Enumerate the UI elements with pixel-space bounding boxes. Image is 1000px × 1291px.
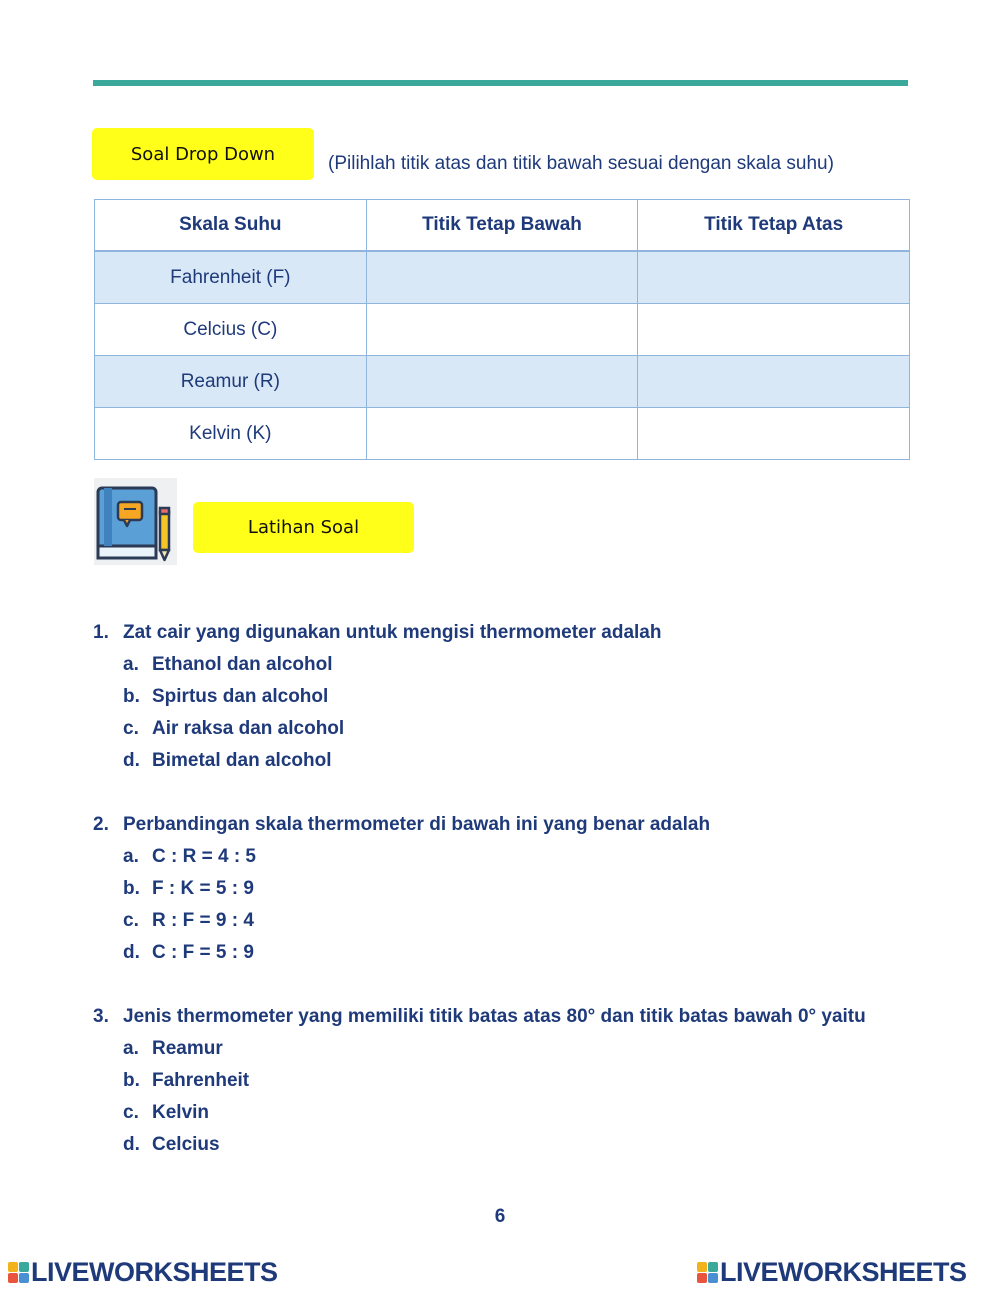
option-text: Bimetal dan alcohol [152,750,332,771]
option-text: F : K = 5 : 9 [152,878,254,899]
question-text: Zat cair yang digunakan untuk mengisi thermometer adalah [123,622,662,643]
instruction-text: (Pilihlah titik atas dan titik bawah sesuai dengan skala suhu) [328,153,834,174]
option-letter: d. [123,942,140,963]
answer-option[interactable] [93,1033,908,1065]
question-number: 2. [93,814,109,835]
drop-down-tag-label: Soal Drop Down [130,143,276,165]
header-lower-point: Titik Tetap Bawah [366,200,638,252]
table-row [95,356,910,408]
drop-down-tag [92,128,314,180]
temperature-scale-table [94,199,910,460]
lower-point-dropdown[interactable] [366,251,638,304]
option-text: Celcius [152,1134,220,1155]
scale-name: Fahrenheit (F) [95,251,367,304]
scale-name: Kelvin (K) [95,408,367,460]
option-text: Reamur [152,1038,223,1059]
header-upper-point: Titik Tetap Atas [638,200,910,252]
question-number: 3. [93,1006,109,1027]
answer-option[interactable] [93,841,908,873]
question-item [93,809,908,969]
option-text: C : R = 4 : 5 [152,846,256,867]
answer-option[interactable] [93,713,908,745]
option-letter: c. [123,910,139,931]
answer-option[interactable] [93,905,908,937]
answer-option[interactable] [93,1129,908,1161]
table-header-row [95,200,910,252]
upper-point-dropdown[interactable] [638,356,910,408]
question-number: 1. [93,622,109,643]
option-letter: c. [123,1102,139,1123]
option-letter: b. [123,1070,140,1091]
liveworksheets-logo-icon [697,1262,718,1283]
option-letter: a. [123,654,139,675]
page-number: 6 [494,1206,506,1227]
answer-option[interactable] [93,681,908,713]
answer-option[interactable] [93,1097,908,1129]
option-letter: d. [123,1134,140,1155]
option-text: Spirtus dan alcohol [152,686,329,707]
option-text: Air raksa dan alcohol [152,718,345,739]
liveworksheets-logo-left[interactable] [8,1257,278,1288]
liveworksheets-logo-icon [8,1262,29,1283]
option-letter: b. [123,686,140,707]
option-letter: a. [123,846,139,867]
option-text: C : F = 5 : 9 [152,942,254,963]
option-text: Ethanol dan alcohol [152,654,333,675]
upper-point-dropdown[interactable] [638,304,910,356]
table-row [95,408,910,460]
lower-point-dropdown[interactable] [366,408,638,460]
header-scale: Skala Suhu [95,200,367,252]
latihan-soal-tag-label: Latihan Soal [247,517,360,538]
book-pencil-icon [94,478,177,565]
question-text: Jenis thermometer yang memiliki titik batas atas 80° dan titik batas bawah 0° yaitu [123,1006,866,1027]
question-item [93,617,908,777]
lower-point-dropdown[interactable] [366,356,638,408]
option-letter: d. [123,750,140,771]
question-item [93,1001,908,1161]
answer-option[interactable] [93,745,908,777]
scale-name: Reamur (R) [95,356,367,408]
option-letter: c. [123,718,139,739]
top-divider [93,80,908,86]
answer-option[interactable] [93,1065,908,1097]
option-text: R : F = 9 : 4 [152,910,254,931]
upper-point-dropdown[interactable] [638,251,910,304]
option-letter: a. [123,1038,139,1059]
scale-name: Celcius (C) [95,304,367,356]
question-list [93,617,908,1193]
question-text: Perbandingan skala thermometer di bawah ini yang benar adalah [123,814,711,835]
table-row [95,304,910,356]
brand-text: LIVEWORKSHEETS [720,1257,967,1287]
upper-point-dropdown[interactable] [638,408,910,460]
option-letter: b. [123,878,140,899]
answer-option[interactable] [93,873,908,905]
latihan-soal-tag [193,502,414,553]
option-text: Fahrenheit [152,1070,250,1091]
table-row [95,251,910,304]
lower-point-dropdown[interactable] [366,304,638,356]
answer-option[interactable] [93,649,908,681]
brand-text: LIVEWORKSHEETS [31,1257,278,1287]
liveworksheets-logo-right[interactable] [697,1257,967,1288]
answer-option[interactable] [93,937,908,969]
option-text: Kelvin [152,1102,210,1123]
